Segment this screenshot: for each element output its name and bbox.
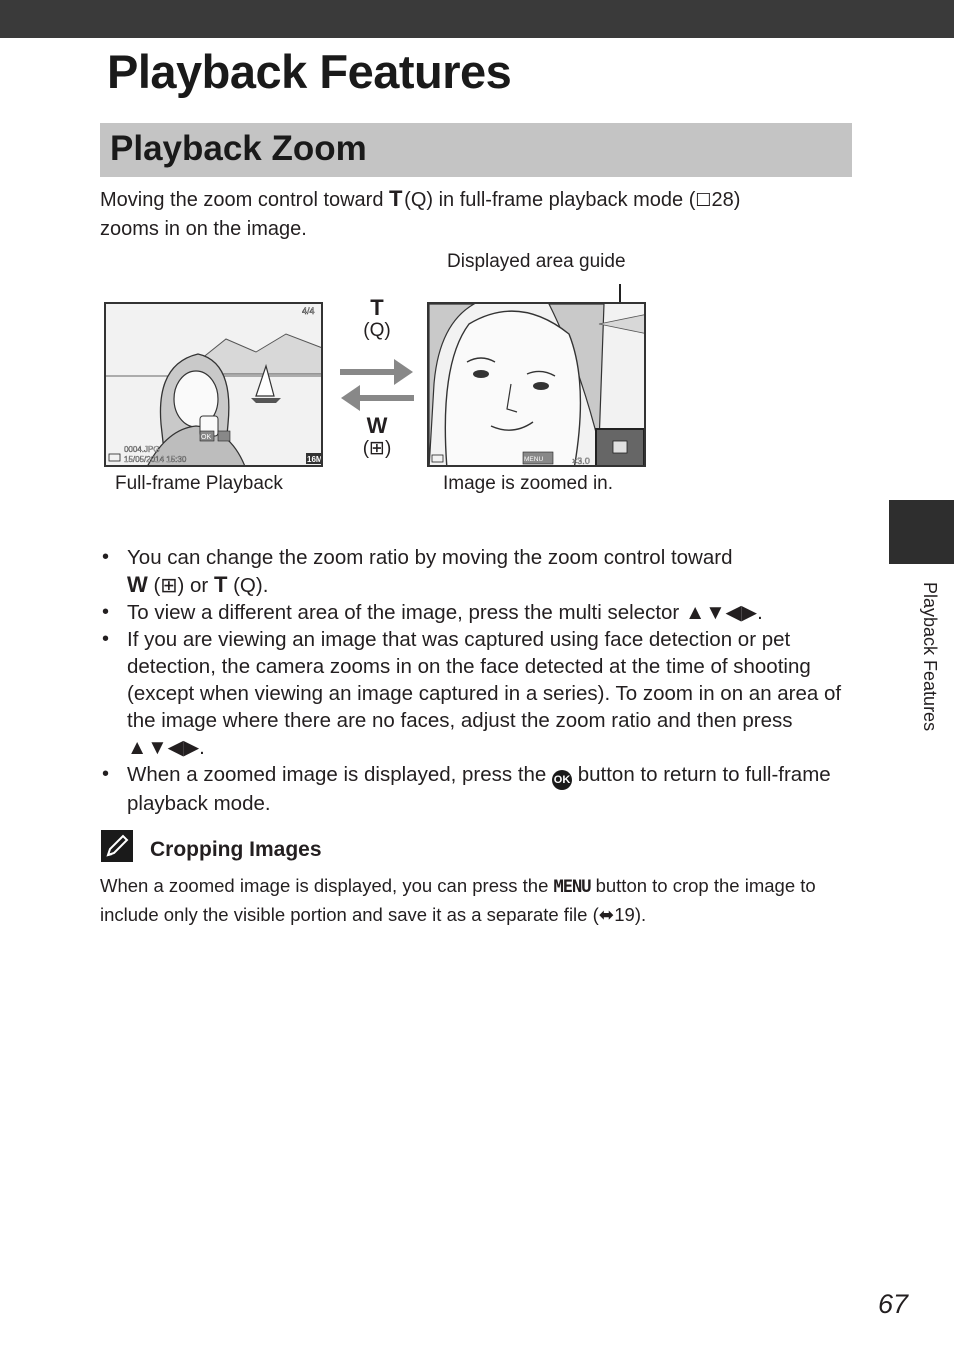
t-letter: T: [370, 295, 384, 320]
page-title: Playback Features: [107, 45, 512, 98]
bullet-face-detection: [100, 626, 855, 761]
full-frame-playback-screen: [104, 302, 323, 467]
ok-button-icon: OK: [552, 770, 572, 790]
bullet-3-text: If you are viewing an image that was captured using face detection or pet detection, the camera zooms in on the face detected at the time of shooting (except when viewing an image captured in a series). To zoom in on an area of the image where there are no faces, adjust the zoom ratio and then press ▲▼◀▶.: [127, 628, 842, 759]
bullet-return: [100, 761, 855, 817]
tele-label: [355, 296, 399, 342]
file-name: 0004.JPG: [124, 445, 160, 454]
note-text: [100, 872, 855, 928]
w-letter: W: [366, 413, 388, 438]
zoom-arrows-icon: [338, 356, 418, 414]
pencil-note-icon: [101, 830, 133, 862]
tele-symbol: T: [389, 186, 403, 211]
top-header-bar: [0, 0, 954, 38]
t-zoom-icon: (Q): [363, 320, 391, 341]
menu-badge: MENU: [524, 456, 544, 463]
intro-ref-page: 28): [711, 189, 741, 211]
bullet-multi-selector: [100, 599, 855, 626]
section-title: Playback Zoom: [110, 129, 367, 168]
zoomed-playback-screen: [427, 302, 646, 467]
frame-counter: 4/4: [302, 306, 315, 316]
section-header-band: [100, 123, 852, 177]
thumbnail-icon: (⊞): [153, 574, 185, 597]
zoomed-face-illustration: [429, 304, 646, 467]
bullet-zoom-ratio: [100, 544, 855, 599]
side-chapter-label: Playback Features: [920, 582, 940, 732]
displayed-area-guide-label: Displayed area guide: [447, 251, 626, 272]
bullet-4-text-1: When a zoomed image is displayed, press the: [127, 763, 553, 786]
bullet-list: [100, 544, 855, 817]
note-text-2: button to crop the image to include only the visible portion and save it as a separate file (: [100, 875, 816, 925]
w-symbol: W: [127, 572, 148, 597]
zoom-in-icon: (Q): [233, 574, 263, 597]
wide-label: [352, 414, 402, 460]
zoomed-caption: Image is zoomed in.: [443, 473, 614, 494]
date-time: 15/05/2014 15:30: [124, 455, 187, 464]
protect-badge: [218, 431, 230, 441]
image-size: 16M: [307, 455, 323, 464]
menu-button-icon: MENU: [553, 877, 591, 897]
note-reference: ⬌19).: [598, 904, 647, 925]
full-frame-caption: Full-frame Playback: [115, 473, 283, 494]
bullet-1-text: You can change the zoom ratio by moving the zoom control toward: [127, 546, 733, 569]
bullet-4-text-2: button to return to full-frame playback mode.: [127, 763, 831, 815]
intro-text-1: Moving the zoom control toward: [100, 189, 390, 211]
t-symbol: T: [213, 572, 228, 597]
bullet-1-or: or: [184, 574, 214, 597]
zoom-in-icon: (Q): [404, 189, 434, 211]
intro-text-2: in full-frame playback mode (: [433, 189, 696, 211]
visible-area-marker: [613, 441, 627, 453]
note-text-1: When a zoomed image is displayed, you can press the: [100, 875, 554, 896]
note-title: Cropping Images: [150, 838, 322, 861]
intro-paragraph: [100, 185, 852, 243]
bullet-1-end: .: [262, 574, 269, 597]
landscape-portrait-illustration: [106, 304, 323, 467]
intro-text-3: zooms in on the image.: [100, 218, 307, 240]
zoom-ratio: ×3.0: [572, 456, 590, 466]
ok-badge: OK: [201, 434, 212, 441]
w-thumbnail-icon: (⊞): [362, 438, 392, 459]
page-number: 67: [878, 1289, 909, 1319]
book-reference-icon: ☐: [695, 190, 712, 211]
bullet-2-text: To view a different area of the image, press the multi selector ▲▼◀▶.: [127, 601, 763, 624]
side-chapter-tab: [889, 500, 954, 564]
